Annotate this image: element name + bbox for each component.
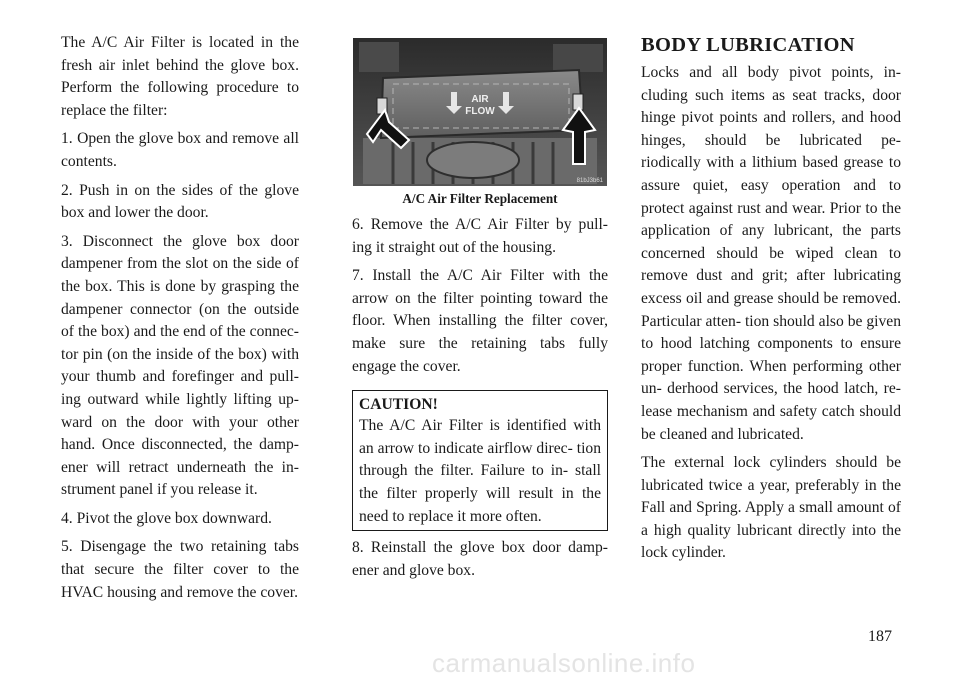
figure-label-air: AIR (471, 94, 489, 105)
intro-paragraph: The A/C Air Filter is located in the fresh air inlet behind the glove box. Perform the following procedure to replace the filter: (61, 34, 299, 119)
step-3: 3. Disconnect the glove box door dampener from the slot on the side of the box. This is done by grasping the dampener connector (on the outside of the box) and the end of the connec- tor pin (on the inside of the box) with your thumb and forefinger and pull- ing outward while lightly lifting up- ward on the door with your other hand. Once disconnected, the damp- ener will retract underneath the in- strument panel if you release it. (61, 232, 299, 499)
step-1: 1. Open the glove box and remove all contents. (61, 130, 299, 170)
step-6: 6. Remove the A/C Air Filter by pull- ing it straight out of the housing. (352, 216, 608, 256)
caution-box (352, 390, 608, 531)
watermark: carmanualsonline.info (432, 648, 696, 678)
figure-label-flow: FLOW (465, 106, 495, 117)
page-number: 187 (868, 628, 892, 645)
air-filter-figure (353, 38, 607, 186)
caution-title: CAUTION! (359, 396, 438, 414)
caution-text: The A/C Air Filter is identified with an arrow to indicate airflow direc- tion through the filter. Failure to in- stall the filter properly will result in the need to replace it more often. (359, 417, 601, 525)
lubrication-paragraph: Locks and all body pivot points, in- cluding such items as seat tracks, door hinge pivot points and rollers, and hood hinges, should be lubricated pe- riodically with a lithium based grease to assure quiet, easy operation and to protect against rust and wear. Prior to the application of any lubricant, the parts concerned should be wiped clean to remove dust and grit; after lubricating excess oil and grease should be removed. Particular atten- tion should also be given to hood latching components to ensure proper function. When performing other un- derhood services, the hood latch, re- lease mechanism and safety catch should be cleaned and lubricated. (641, 64, 901, 443)
air-filter-illustration (353, 38, 607, 186)
step-8: 8. Reinstall the glove box door damp- ener and glove box. (352, 539, 608, 579)
middle-column (352, 38, 608, 588)
step-2: 2. Push in on the sides of the glove box and lower the door. (61, 181, 299, 222)
step-7: 7. Install the A/C Air Filter with the arrow on the filter pointing toward the floor. When installing the filter cover, make sure the retaining tabs fully engage the cover. (352, 267, 608, 375)
figure-code: 81bJ3b61 (576, 178, 603, 184)
step-4: 4. Pivot the glove box downward. (61, 509, 272, 527)
right-column (641, 32, 901, 571)
section-heading: BODY LUBRICATION (641, 34, 855, 56)
step-5: 5. Disengage the two retaining tabs that secure the filter cover to the HVAC housing and remove the cover. (61, 538, 299, 601)
figure-caption: A/C Air Filter Replacement (402, 191, 558, 206)
left-column (61, 32, 299, 610)
lock-cylinder-paragraph: The external lock cylinders should be lubricated twice a year, preferably in the Fall and Spring. Apply a small amount of a high quality lubricant directly into the lock cylinder. (641, 454, 901, 562)
